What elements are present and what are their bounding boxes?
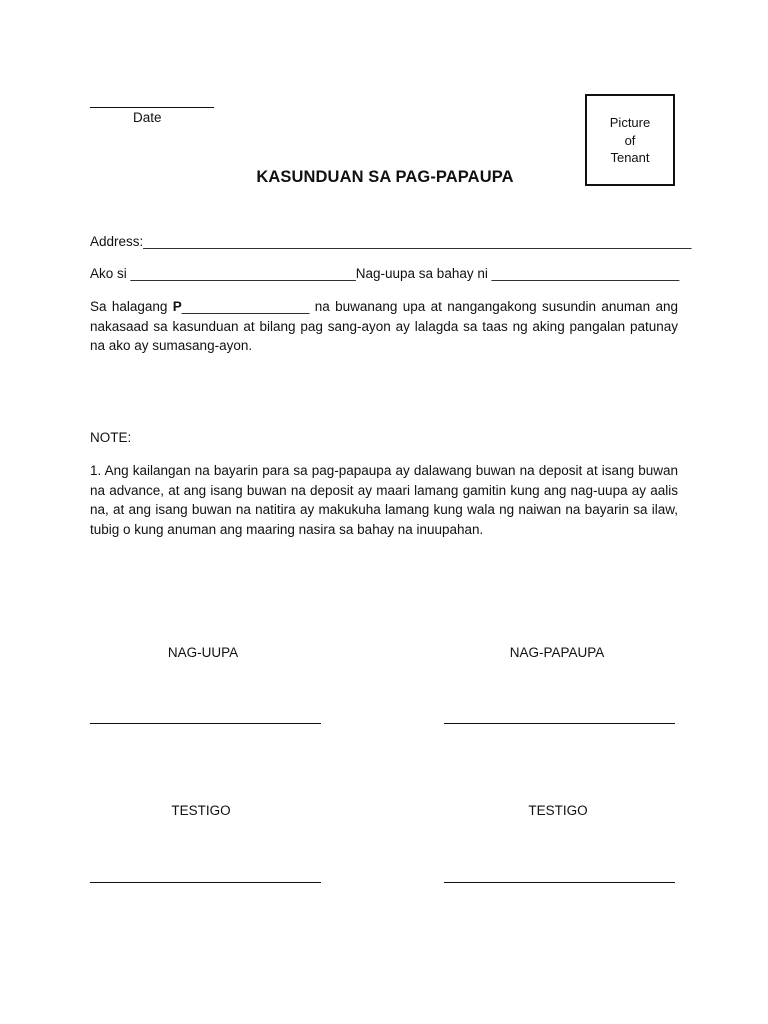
price-prefix: Sa halagang <box>90 299 173 314</box>
tenant-signature-line <box>90 723 321 724</box>
tenant-landlord-line: Ako si ______________________________Nag-uupa sa bahay ni _________________________ <box>90 266 680 281</box>
date-label: Date <box>133 110 162 125</box>
landlord-signature-line <box>444 723 675 724</box>
date-signature-line <box>90 107 214 108</box>
photo-box-line-2: of <box>624 132 636 148</box>
price-paragraph <box>90 297 678 356</box>
tenant-signature-label: NAG-UUPA <box>167 645 239 660</box>
witness-left-signature-line <box>90 882 321 883</box>
price-paragraph-text: _________________ na buwanang upa at nangangakong susundin anuman ang nakasaad sa kasunduan at bilang pag sang-ayon ay lalagda sa taas ng aking pangalan patunay na ako ay sumasang-ayon. <box>90 299 678 353</box>
address-field-line: Address:_________________________________________________________________________ <box>90 234 692 249</box>
landlord-signature-label: NAG-PAPAUPA <box>509 645 605 660</box>
witness-left-label: TESTIGO <box>171 803 231 818</box>
photo-box-line-1: Picture <box>609 115 651 130</box>
witness-right-label: TESTIGO <box>528 803 588 818</box>
note-item-1: 1. Ang kailangan na bayarin para sa pag-papaupa ay dalawang buwan na deposit at isang buwan na advance, at ang isang buwan na deposit ay maari lamang gamitin kung ang nag-uupa ay aalis na, at ang isang buwan na natitira ay makukuha lamang kung wala ng naiwan na bayarin sa ilaw, tubig o kung anuman ang maaring nasira sa bahay na inuupahan. <box>90 463 678 537</box>
document-title: KASUNDUAN SA PAG-PAPAUPA <box>256 168 514 186</box>
witness-right-signature-line <box>444 882 675 883</box>
peso-symbol: P <box>172 299 182 314</box>
note-heading: NOTE: <box>90 430 132 445</box>
photo-box-line-3: Tenant <box>610 150 650 165</box>
